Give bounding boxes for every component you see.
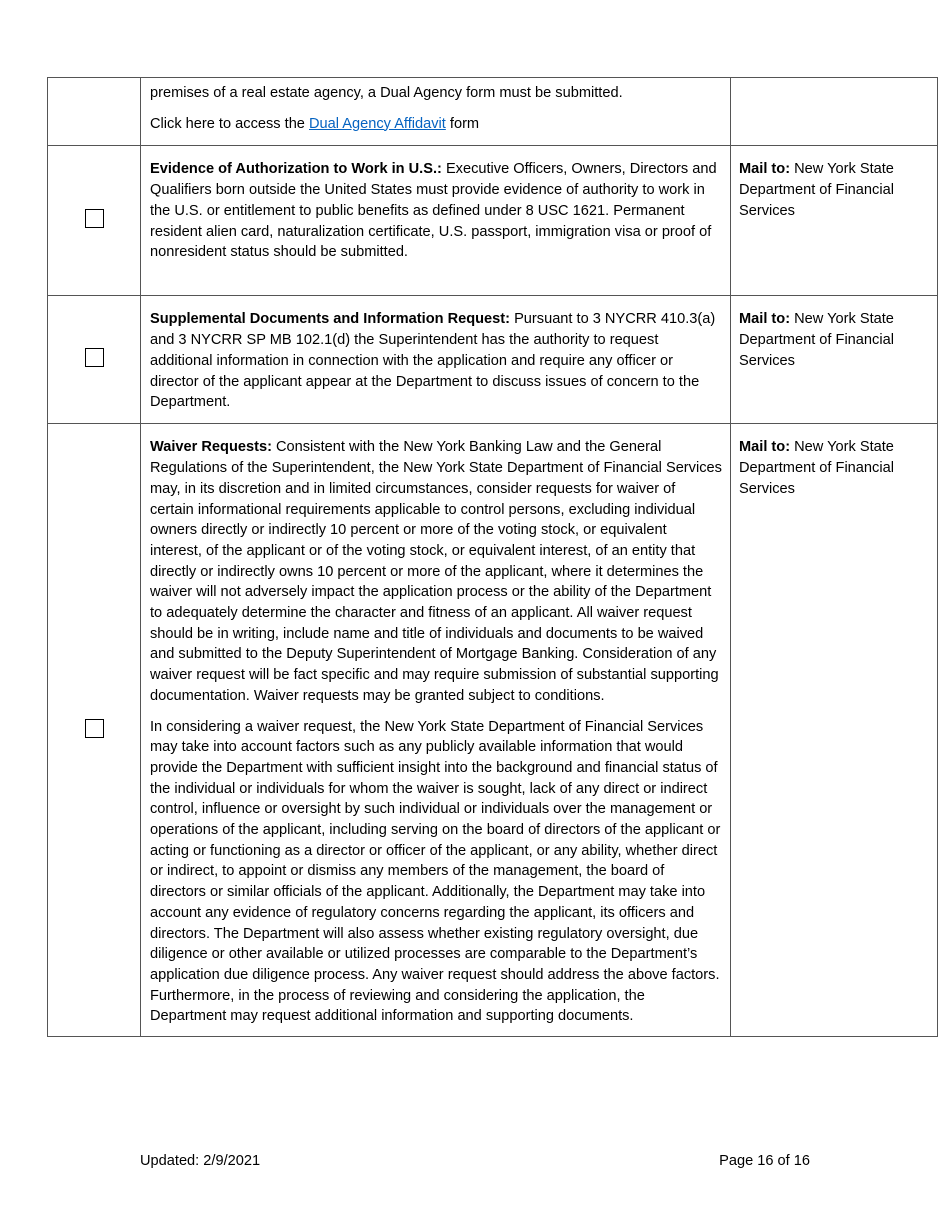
mail-label: Mail to: — [739, 439, 791, 456]
mail-cell — [731, 146, 938, 296]
requirements-table — [47, 77, 938, 1037]
row-text — [150, 159, 722, 263]
work-authorization-checkbox[interactable] — [85, 209, 104, 228]
checkbox-cell — [48, 146, 141, 296]
waiver-requests-checkbox[interactable] — [85, 719, 104, 738]
mail-to-text — [739, 159, 929, 221]
description-cell — [141, 424, 731, 1037]
row-heading: Evidence of Authorization to Work in U.S.: — [150, 161, 442, 178]
table-row — [48, 78, 938, 146]
checkbox-cell — [48, 296, 141, 424]
description-cell — [141, 296, 731, 424]
mail-cell — [731, 424, 938, 1037]
mail-address: New York State Department of Financial Services — [739, 439, 894, 497]
row-text — [150, 437, 722, 706]
access-line — [150, 114, 722, 135]
mail-address: New York State Department of Financial Services — [739, 161, 894, 219]
row-body: Pursuant to 3 NYCRR 410.3(a) and 3 NYCRR SP MB 102.1(d) the Superintendent has the authority to request additional information in connection with the application and require any officer or director of the applicant appear at the Department to discuss issues of concern to the Department. — [150, 311, 716, 411]
mail-label: Mail to: — [739, 311, 791, 328]
row-text — [150, 309, 722, 413]
access-suffix: form — [445, 115, 480, 132]
description-cell — [141, 146, 731, 296]
table-row — [48, 296, 938, 424]
footer-updated-date: Updated: 2/9/2021 — [140, 1153, 261, 1169]
checkbox-cell — [48, 424, 141, 1037]
table-row — [48, 424, 938, 1037]
description-cell — [141, 78, 731, 146]
mail-to-text — [739, 309, 929, 371]
mail-cell — [731, 78, 938, 146]
row-text-continued: In considering a waiver request, the New York State Department of Financial Services may take into account factors such as any publicly available information that would provide the Department with sufficient insight into the background and financial status of the individual or individuals for whom the waiver is sought, lack of any direct or indirect control, influence or oversight by such individual or individuals over the management or operations of the applicant, including serving on the board of directors of the applicant or acting or functioning as a director or officer of the applicant, or any ability, whether direct or indirect, to appoint or dismiss any members of the management, the board of directors or similar officials of the applicant. Additionally, the Department may take into account any evidence of regulatory concerns regarding the applicant, its officers and directors. The Department will also assess whether existing regulatory oversight, due diligence or other available or utilized processes are comparable to the Department’s application due diligence process. Any waiver request should address the above factors. Furthermore, in the process of reviewing and considering the application, the Department may request additional information and supporting documents. — [150, 718, 721, 1025]
access-prefix: Click here to access the — [150, 115, 305, 132]
row-heading: Waiver Requests: — [150, 439, 272, 456]
row-body: Consistent with the New York Banking Law and the General Regulations of the Superintendent, the New York State Department of Financial Services may, in its discretion and in limited circumstances, consider requests for waiver of certain informational requirements applicable to control persons, excluding individual owners directly or indirectly 10 percent or more of the voting stock, or equivalent interest, of the applicant or of the voting stock, or equivalent interest, of an entity that directly or indirectly owns 10 percent or more of the applicant, where it determines the waiver will not adversely impact the application process or the ability of the Department to adequately determine the character and fitness of an applicant. All waiver request should be in writing, include name and title of individuals and documents to be waived and submitted to the Deputy Superintendent of Mortgage Banking. Consideration of any waiver request will be fact specific and may require submission of substantial supporting documentation. Waiver requests may be granted subject to conditions. — [150, 439, 722, 704]
supplemental-documents-checkbox[interactable] — [85, 348, 104, 367]
mail-label: Mail to: — [739, 161, 791, 178]
mail-address: New York State Department of Financial Services — [739, 311, 894, 369]
table-row — [48, 146, 938, 296]
dual-agency-affidavit-link[interactable]: Dual Agency Affidavit — [309, 115, 446, 132]
checkbox-cell — [48, 78, 141, 146]
row-body: Executive Officers, Owners, Directors and Qualifiers born outside the United States must provide evidence of authority to work in the U.S. or entitlement to public benefits as defined under 8 USC 1621. Permanent resident alien card, naturalization certificate, U.S. passport, immigration visa or proof of nonresident status should be submitted. — [150, 161, 717, 261]
mail-cell — [731, 296, 938, 424]
mail-to-text — [739, 437, 929, 499]
row-heading: Supplemental Documents and Information Request: — [150, 311, 511, 328]
footer-page-number: Page 16 of 16 — [719, 1153, 810, 1169]
row-text: premises of a real estate agency, a Dual Agency form must be submitted. — [150, 85, 623, 101]
